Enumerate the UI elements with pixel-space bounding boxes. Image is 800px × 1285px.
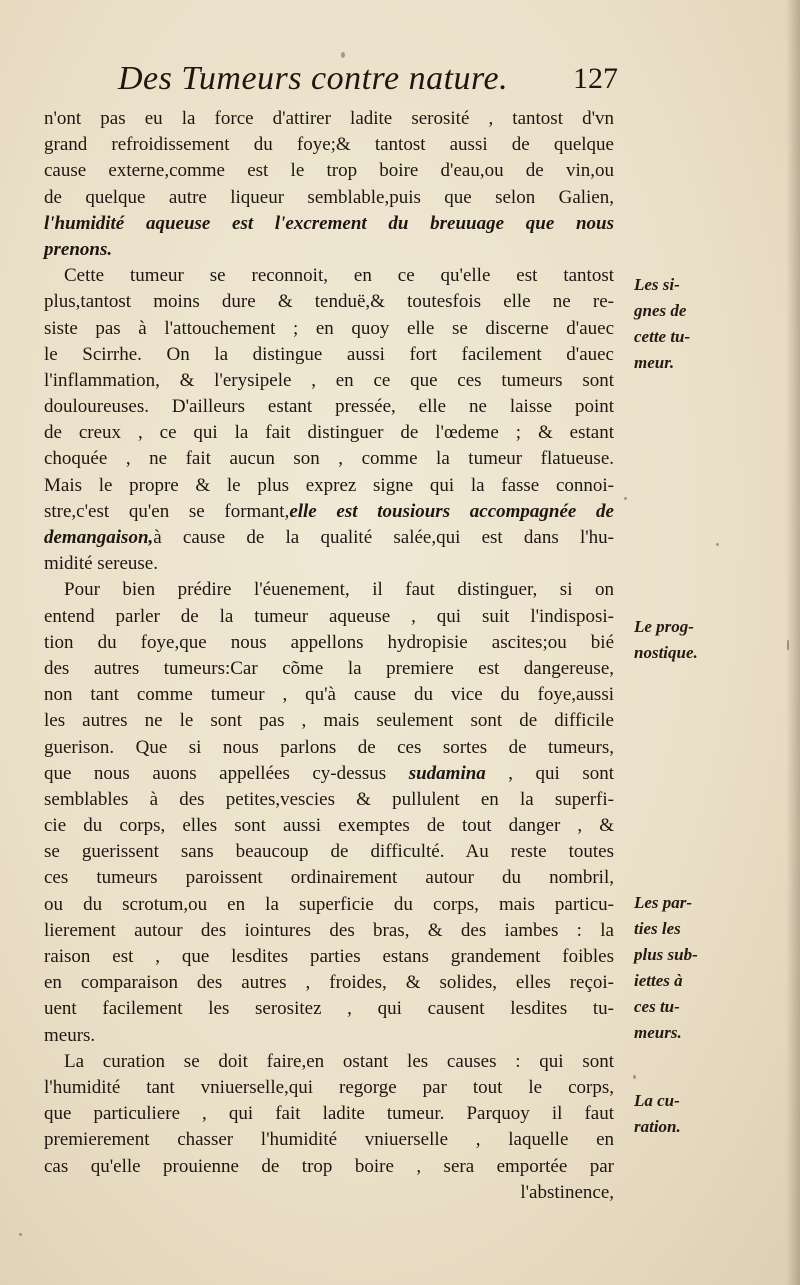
text-line-mixed [44,525,614,551]
margin-note-prognostic [634,614,744,666]
text-line: uent facilement les serositez , qui causent lesdites tu- [44,998,614,1020]
text-line: Pour bien prédire l'éuenement, il faut distinguer, si on [64,579,614,601]
ink-speck [633,1075,636,1079]
text-line: La curation se doit faire,en ostant les causes : qui sont [64,1050,614,1072]
text-line: l'humidité tant vniuerselle,qui regorge par tout le corps, [44,1076,614,1098]
margin-note-line: Les par- [634,893,693,912]
margin-note-line: gnes de [634,301,687,320]
text-line: raison est , que lesdites parties estans grandement foibles [44,946,614,967]
text-line: cie du corps, elles sont aussi exemptes de tout danger , & [44,815,614,837]
text-line: non tant comme tumeur , qu'à cause du vice du foye,aussi [44,684,614,706]
margin-note-line: iettes à [634,971,683,990]
text-line: les autres ne le sont pas , mais seulement sont de difficile [44,710,614,732]
main-text [44,106,614,1206]
text-line: des autres tumeurs:Car cõme la premiere est dangereuse, [44,657,614,679]
page-number: 127 [573,62,618,95]
text-line: que particuliere , qui fait ladite tumeur. Parquoy il faut [44,1103,614,1125]
ink-speck [19,1233,22,1236]
text-italic: sudamina [408,762,486,784]
margin-note-line: nostique. [634,643,698,662]
text-line: choquée , ne fait aucun son , comme la tumeur flatueuse. [44,448,614,470]
text-roman: stre,c'est qu'en se formant, [44,500,290,522]
ink-speck [624,497,627,500]
margin-note-line: Les si- [634,275,680,294]
text-line: midité sereuse. [44,553,158,575]
text-roman: que nous auons appellées cy-dessus [44,762,409,784]
text-line: premierement chasser l'humidité vniuerselle , laquelle en [44,1129,614,1151]
text-line-mixed [44,761,614,787]
text-italic: demangaison, [44,527,154,548]
text-line: plus,tantost moins dure & tenduë,& toutesfois elle ne re- [44,291,614,313]
text-line-quotation: prenons. [44,238,113,260]
text-line: douloureuses. D'ailleurs estant pressée, elle ne laisse point [44,396,614,418]
margin-note-line: meur. [634,353,675,372]
margin-note-line: meurs. [634,1023,682,1042]
text-line-mixed [44,499,614,525]
ink-speck [716,543,719,546]
text-italic: elle est tousiours accompagnée de [289,500,614,522]
text-line: en comparaison des autres , froides, & solides, elles reçoi- [44,972,614,994]
text-line: entend parler de la tumeur aqueuse , qui suit l'indisposi- [44,605,614,627]
text-line: ou du scrotum,ou en la superficie du corps, mais particu- [44,893,614,915]
text-roman: à cause de la qualité salée,qui est dans l'hu- [153,527,614,548]
text-line: se guerissent sans beaucoup de difficulté. Au reste toutes [44,841,614,863]
margin-note-line: La cu- [634,1091,680,1110]
text-line: grand refroidissement du foye;& tantost aussi de quelque [44,134,614,156]
text-line: Mais le propre & le plus exprez signe qui la fasse connoi- [44,474,614,496]
text-line: lierement autour des iointures des bras, & des iambes : la [44,919,614,941]
margin-note-line: ties les [634,919,681,938]
catchword-line: l'abstinence, [520,1181,614,1203]
margin-note-signs [634,272,744,376]
text-line: cause externe,comme est le trop boire d'eau,ou de vin,ou [44,160,614,182]
margin-note-line: Le prog- [634,617,694,636]
ink-speck [341,52,345,58]
margin-note-line: cette tu- [634,327,691,346]
text-line: semblables à des petites,vescies & pullulent en la superfi- [44,788,614,810]
text-line: tion du foye,que nous appellons hydropisie ascites;ou bié [44,631,614,653]
text-line: l'inflammation, & l'erysipele , en ce que ces tumeurs sont [44,369,614,391]
text-roman: , qui sont [485,762,615,784]
text-line: ces tumeurs paroissent ordinairement autour du nombril, [44,867,614,889]
margin-note-line: ces tu- [634,997,680,1016]
margin-note-cure [634,1088,744,1140]
text-line: cas qu'elle prouienne de trop boire , sera emportée par [44,1155,614,1177]
text-line: n'ont pas eu la force d'attirer ladite serosité , tantost d'vn [44,108,614,129]
text-line: de creux , ce qui la fait distinguer de l'œdeme ; & estant [44,422,614,444]
margin-note-parts [634,890,744,1046]
text-line: le Scirrhe. On la distingue aussi fort facilement d'auec [44,343,614,365]
text-line: guerison. Que si nous parlons de ces sortes de tumeurs, [44,736,614,758]
text-line: meurs. [44,1024,96,1046]
ink-speck [787,640,789,650]
running-title: Des Tumeurs contre nature. [118,60,509,97]
text-line: siste pas à l'attouchement ; en quoy elle se discerne d'auec [44,317,614,339]
text-line: Cette tumeur se reconnoit, en ce qu'elle est tantost [64,265,614,287]
text-line: de quelque autre liqueur semblable,puis que selon Galien, [44,186,614,208]
text-line-quotation: l'humidité aqueuse est l'excrement du breuuage que nous [44,212,614,234]
margin-note-line: plus sub- [634,945,698,964]
page-header [118,60,618,106]
margin-note-line: ration. [634,1117,681,1136]
